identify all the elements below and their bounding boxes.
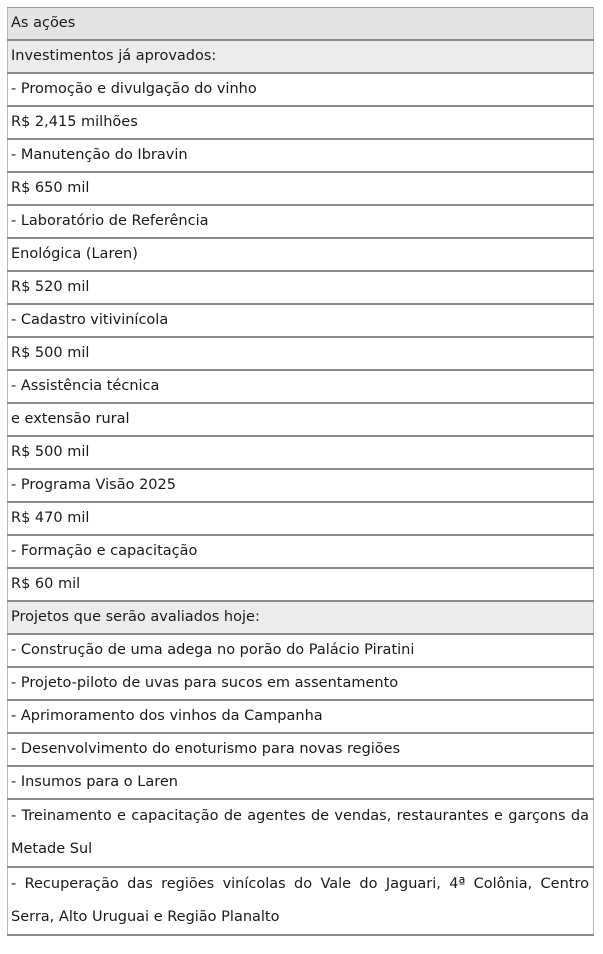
table-row (8, 139, 594, 172)
table-row (8, 271, 594, 304)
section-heading-row (8, 40, 594, 73)
table-row (8, 733, 594, 766)
table-header-cell: As ações (8, 8, 594, 41)
investments-table-container (7, 7, 594, 936)
table-row (8, 634, 594, 667)
table-cell: R$ 500 mil (8, 436, 594, 469)
table-cell: - Manutenção do Ibravin (8, 139, 594, 172)
section-heading-row (8, 601, 594, 634)
table-cell: R$ 60 mil (8, 568, 594, 601)
table-row (8, 403, 594, 436)
table-row (8, 667, 594, 700)
table-cell: - Formação e capacitação (8, 535, 594, 568)
investments-table (7, 7, 594, 936)
section-heading-cell: Investimentos já aprovados: (8, 40, 594, 73)
table-cell: R$ 2,415 milhões (8, 106, 594, 139)
table-row (8, 337, 594, 370)
table-row (8, 535, 594, 568)
table-row (8, 469, 594, 502)
table-row (8, 172, 594, 205)
table-row (8, 205, 594, 238)
table-header-row (8, 8, 594, 41)
table-cell: - Recuperação das regiões vinícolas do Vale do Jaguari, 4ª Colônia, Centro Serra, Alto Uruguai e Região Planalto (8, 867, 594, 935)
table-cell: - Programa Visão 2025 (8, 469, 594, 502)
table-cell: R$ 470 mil (8, 502, 594, 535)
table-cell: - Insumos para o Laren (8, 766, 594, 799)
table-cell: - Projeto-piloto de uvas para sucos em assentamento (8, 667, 594, 700)
table-row (8, 502, 594, 535)
table-cell: e extensão rural (8, 403, 594, 436)
table-row (8, 700, 594, 733)
table-row (8, 370, 594, 403)
table-row (8, 73, 594, 106)
table-cell: - Desenvolvimento do enoturismo para novas regiões (8, 733, 594, 766)
table-row-multiline (8, 799, 594, 867)
table-cell: Enológica (Laren) (8, 238, 594, 271)
table-row (8, 106, 594, 139)
table-row (8, 436, 594, 469)
table-cell: - Laboratório de Referência (8, 205, 594, 238)
table-cell: - Cadastro vitivinícola (8, 304, 594, 337)
table-cell: - Aprimoramento dos vinhos da Campanha (8, 700, 594, 733)
table-cell: - Assistência técnica (8, 370, 594, 403)
investments-table-body (8, 8, 594, 936)
section-heading-cell: Projetos que serão avaliados hoje: (8, 601, 594, 634)
table-row (8, 304, 594, 337)
table-row (8, 568, 594, 601)
table-row (8, 766, 594, 799)
table-cell: R$ 520 mil (8, 271, 594, 304)
table-cell: - Treinamento e capacitação de agentes de vendas, restaurantes e garçons da Metade Sul (8, 799, 594, 867)
table-cell: R$ 500 mil (8, 337, 594, 370)
table-cell: - Promoção e divulgação do vinho (8, 73, 594, 106)
table-row-multiline (8, 867, 594, 935)
table-row (8, 238, 594, 271)
table-cell: - Construção de uma adega no porão do Palácio Piratini (8, 634, 594, 667)
table-cell: R$ 650 mil (8, 172, 594, 205)
